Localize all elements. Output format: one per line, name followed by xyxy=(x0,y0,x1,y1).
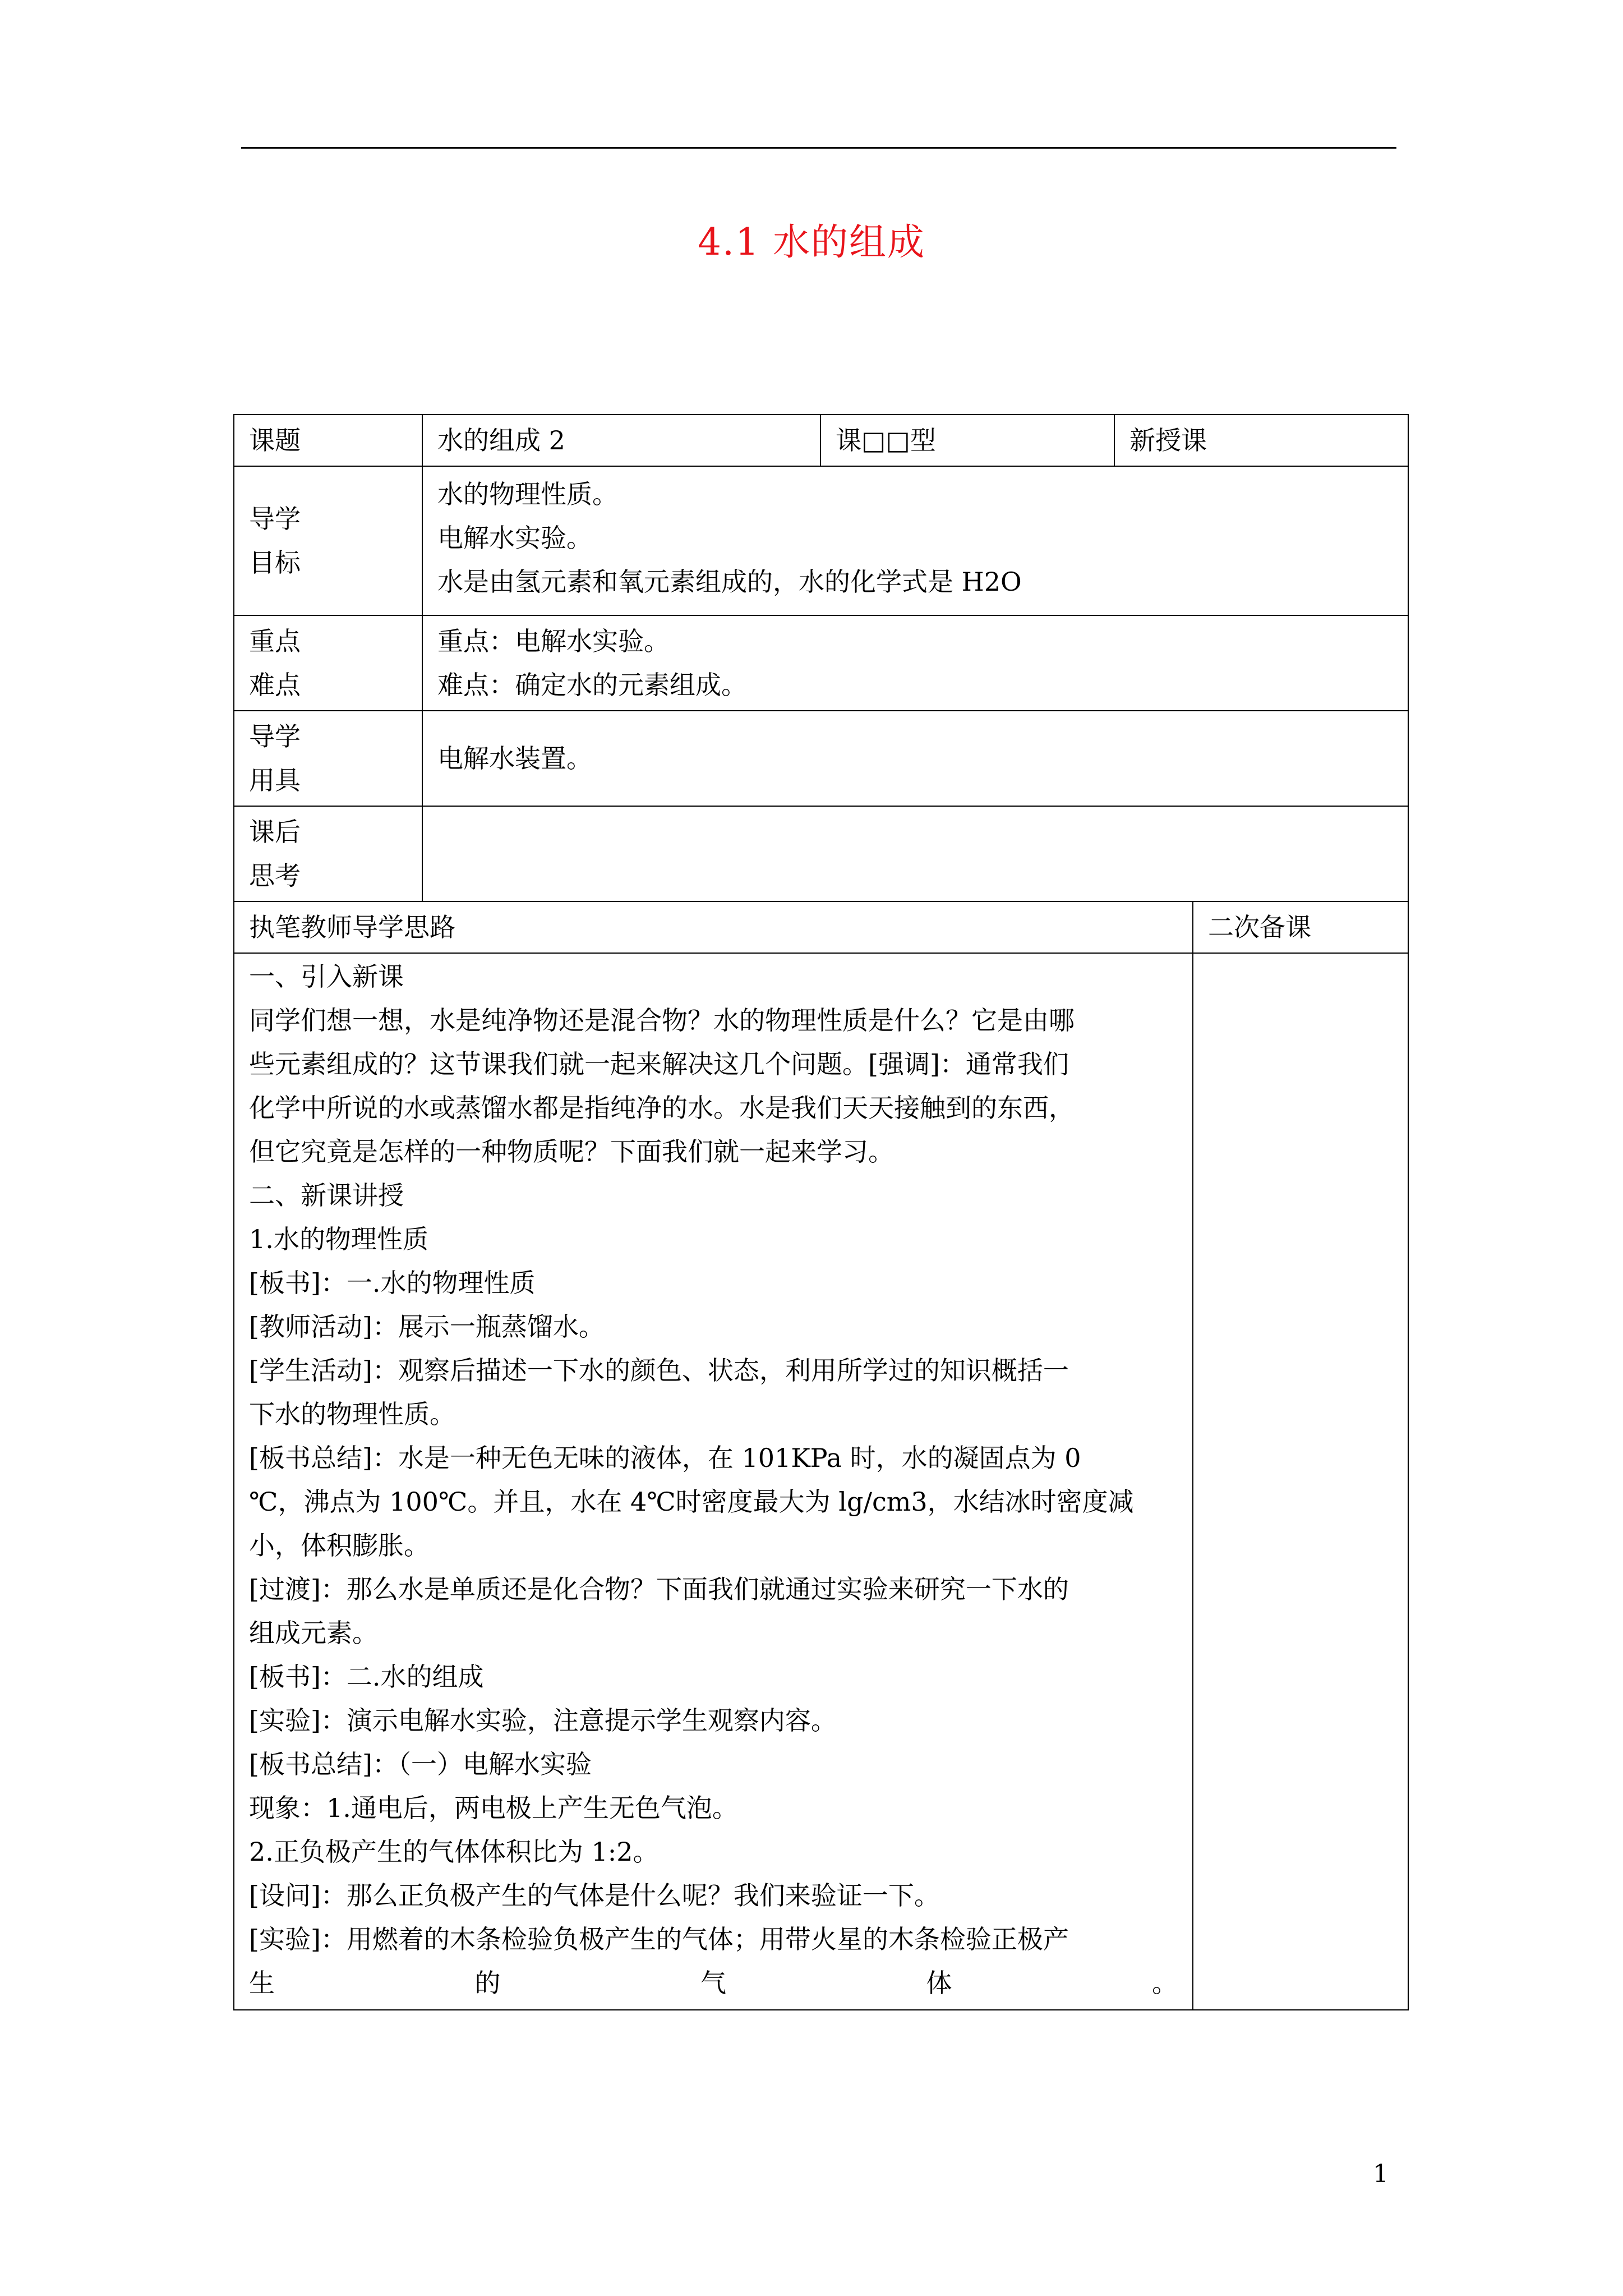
body-line: 同学们想一想，水是纯净物还是混合物？水的物理性质是什么？它是由哪 xyxy=(249,1005,1075,1036)
reflection-row xyxy=(234,806,1408,901)
key-points-label xyxy=(234,615,422,711)
topic-row xyxy=(234,415,1408,466)
tools-label xyxy=(234,711,422,806)
body-line: 化学中所说的水或蒸馏水都是指纯净的水。水是我们天天接触到的东西， xyxy=(249,1093,1075,1123)
body-last-word: 体 xyxy=(926,1968,1048,1998)
body-line: 2.正负极产生的气体体积比为 1:2。 xyxy=(249,1837,659,1867)
goal-line: 水的物理性质。 xyxy=(437,479,618,509)
body-line: 但它究竟是怎样的一种物质呢？下面我们就一起来学习。 xyxy=(249,1137,894,1167)
tools-label-line2: 用具 xyxy=(249,765,301,795)
topic-label: 课题 xyxy=(234,415,422,466)
key-point-line: 重点：电解水实验。 xyxy=(437,626,670,656)
header-rule xyxy=(241,147,1396,149)
body-last-word: 气 xyxy=(700,1968,822,1998)
body-row xyxy=(234,953,1408,2010)
body-last-word: 的 xyxy=(474,1968,597,1998)
topic-value: 水的组成 2 xyxy=(422,415,820,466)
goals-content xyxy=(422,466,1408,615)
page-number: 1 xyxy=(1373,2160,1389,2188)
second-prep-header: 二次备课 xyxy=(1193,901,1408,953)
body-last-line xyxy=(249,1961,1178,2005)
body-line: [设问]：那么正负极产生的气体是什么呢？我们来验证一下。 xyxy=(249,1880,940,1911)
body-line: 些元素组成的？这节课我们就一起来解决这几个问题。[强调]：通常我们 xyxy=(249,1049,1069,1079)
lesson-type-value: 新授课 xyxy=(1114,415,1408,466)
reflection-label xyxy=(234,806,422,901)
body-line: [板书]：一.水的物理性质 xyxy=(249,1268,536,1298)
body-line: 小，体积膨胀。 xyxy=(249,1530,430,1561)
body-line: ℃，沸点为 100℃。并且，水在 4℃时密度最大为 lg/cm3，水结冰时密度减 xyxy=(249,1487,1134,1517)
body-line: 1.水的物理性质 xyxy=(249,1224,428,1254)
section-header-row xyxy=(234,901,1408,953)
tools-label-line1: 导学 xyxy=(249,721,301,752)
key-points-content xyxy=(422,615,1408,711)
body-line: [板书总结]：（一）电解水实验 xyxy=(249,1749,592,1779)
key-points-row xyxy=(234,615,1408,711)
body-line: [学生活动]：观察后描述一下水的颜色、状态，利用所学过的知识概括一 xyxy=(249,1355,1069,1386)
goal-line: 水是由氢元素和氧元素组成的，水的化学式是 H2O xyxy=(437,567,1022,597)
body-line: [教师活动]：展示一瓶蒸馏水。 xyxy=(249,1312,605,1342)
body-last-word: 。 xyxy=(1152,1968,1178,1998)
body-line: [实验]：演示电解水实验，注意提示学生观察内容。 xyxy=(249,1705,837,1736)
tools-row xyxy=(234,711,1408,806)
body-line: 二、新课讲授 xyxy=(249,1180,404,1211)
goals-label-line2: 目标 xyxy=(249,547,301,578)
reflection-label-line2: 思考 xyxy=(249,861,301,891)
lesson-plan-table xyxy=(233,414,1409,2010)
key-point-line: 难点：确定水的元素组成。 xyxy=(437,670,747,700)
goal-line: 电解水实验。 xyxy=(437,523,592,553)
body-line: [板书总结]：水是一种无色无味的液体，在 101KPa 时，水的凝固点为 0 xyxy=(249,1443,1081,1473)
lesson-type-label: 课□□型 xyxy=(820,415,1114,466)
goals-label-line1: 导学 xyxy=(249,504,301,534)
goals-row xyxy=(234,466,1408,615)
teacher-guide-content xyxy=(234,953,1193,2010)
body-line: 现象：1.通电后，两电极上产生无色气泡。 xyxy=(249,1793,738,1823)
body-line: [板书]：二.水的组成 xyxy=(249,1662,484,1692)
body-line: [过渡]：那么水是单质还是化合物？下面我们就通过实验来研究一下水的 xyxy=(249,1574,1069,1604)
reflection-label-line1: 课后 xyxy=(249,817,301,847)
body-line: 组成元素。 xyxy=(249,1618,378,1648)
key-points-label-line1: 重点 xyxy=(249,626,301,656)
goals-label xyxy=(234,466,422,615)
body-line: 下水的物理性质。 xyxy=(249,1399,455,1429)
reflection-content xyxy=(422,806,1408,901)
tools-content: 电解水装置。 xyxy=(422,711,1408,806)
page-title: 4.1 水的组成 xyxy=(698,220,925,264)
teacher-guide-header: 执笔教师导学思路 xyxy=(234,901,1193,953)
second-prep-content xyxy=(1193,953,1408,2010)
body-last-word: 生 xyxy=(249,1968,371,1998)
key-points-label-line2: 难点 xyxy=(249,670,301,700)
body-line: 一、引入新课 xyxy=(249,961,404,992)
body-line: [实验]：用燃着的木条检验负极产生的气体；用带火星的木条检验正极产 xyxy=(249,1924,1069,1954)
